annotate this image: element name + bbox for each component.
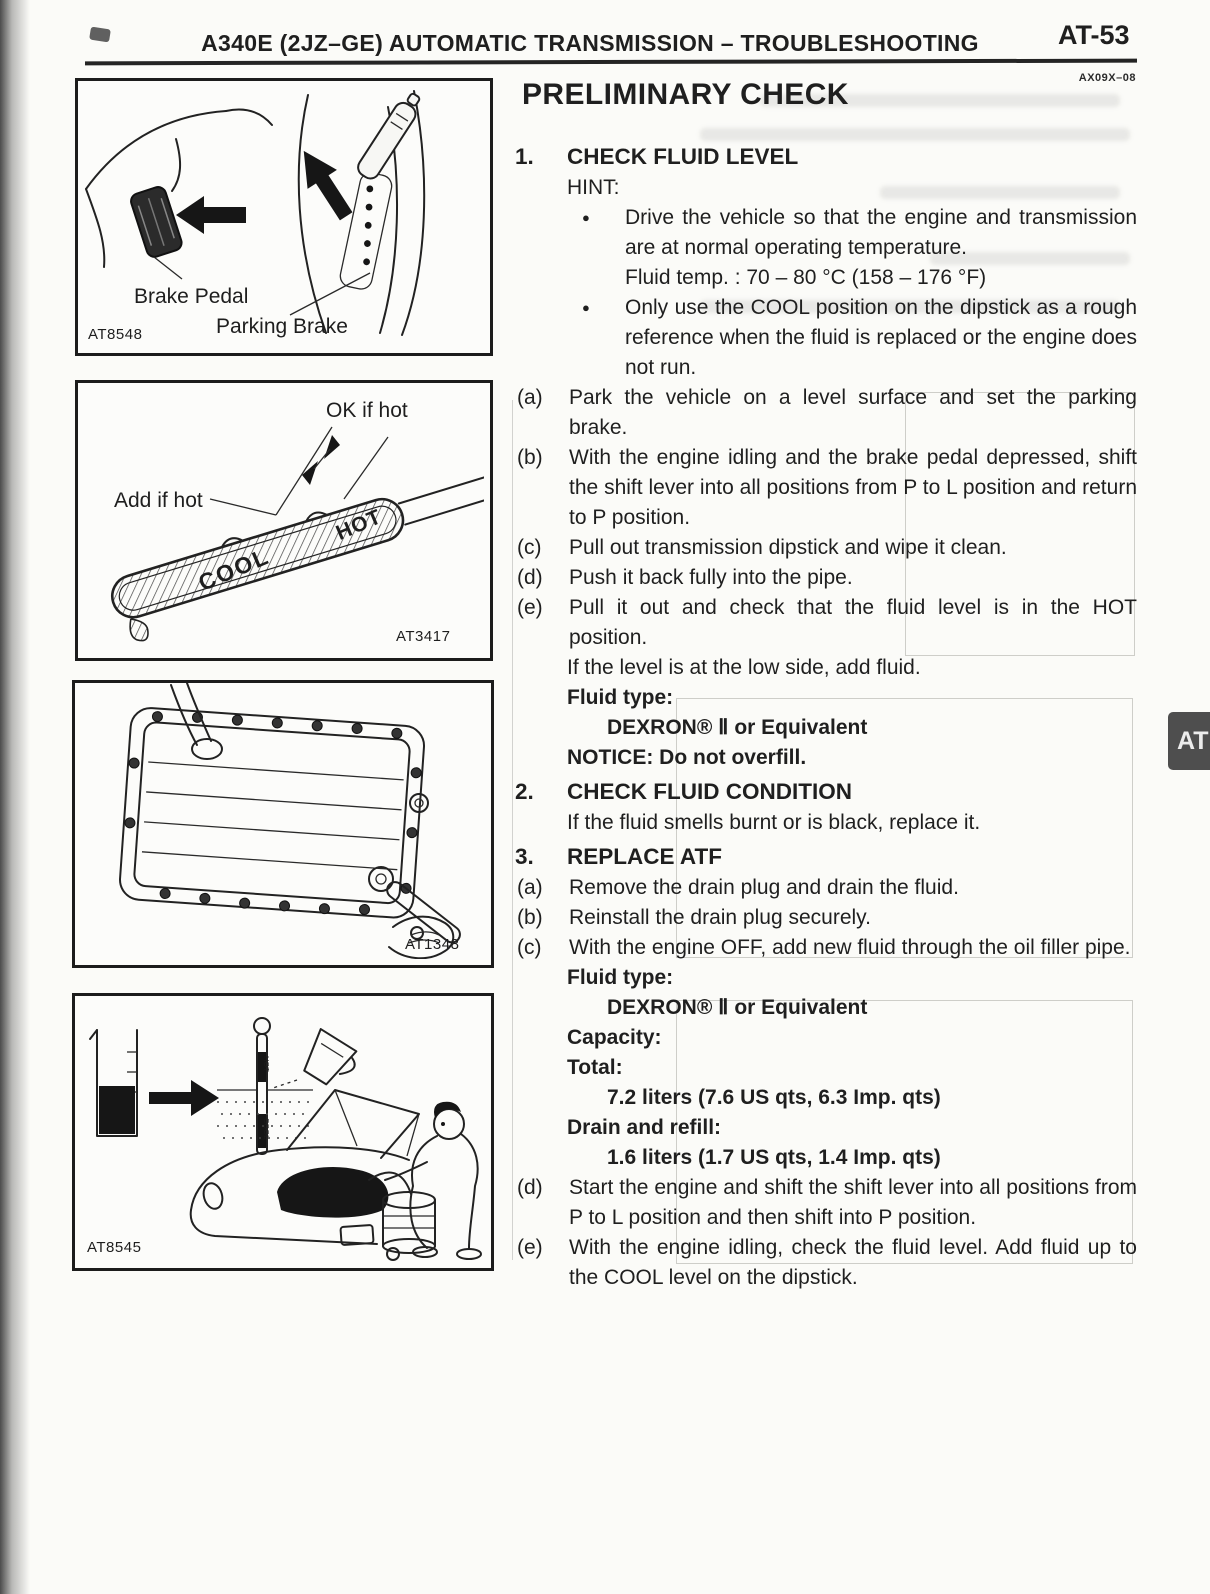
step-3e [515,1233,1137,1293]
step-1b [515,443,1137,533]
step-3b [515,903,1137,933]
capacity-label: Capacity: [567,1026,662,1049]
add-if-hot-label: Add if hot [114,489,203,512]
bullet-icon: ● [582,210,590,225]
figure-dipstick-level [75,380,493,661]
step-1d [515,563,1137,593]
notice-text: NOTICE: Do not overfill. [567,746,807,769]
step-1a [515,383,1137,443]
figure-refill-atf [72,993,494,1271]
step-label: (c) [517,936,542,959]
step-1e [515,593,1137,653]
section-number: 3. [515,844,534,869]
drain-refill-label: Drain and refill: [567,1116,722,1139]
step-label: (b) [517,906,543,929]
dipstick-hot-band: HOT [262,1056,271,1072]
bleedthrough-edge [512,400,513,1260]
step-text: With the engine idling and the brake pedal depressed, shift the shift lever into all positions from P to L position and return to P position. [569,446,1137,529]
total-label: Total: [567,1056,623,1079]
section-3-heading [515,841,1137,873]
doc-code: AX09X–08 [1078,72,1136,84]
figure-drain-oil-pan [72,680,494,968]
refill-illustration [75,996,485,1262]
fluid-type-value: DEXRON® Ⅱ or Equivalent [607,716,868,739]
section-number: 1. [515,144,534,169]
hint-bullet-1-temp [567,263,1137,293]
hint-bullet-2-text: Only use the COOL position on the dipstick as a rough reference when the fluid is replaced or the engine does not run. [625,296,1137,379]
dipstick-hot-mark: HOT [332,505,386,545]
figure-code: AT8545 [87,1239,142,1256]
step-3a [515,873,1137,903]
dipstick-cool-mark: COOL [194,542,274,596]
parking-brake-label: Parking Brake [216,315,348,338]
step-text: Push it back fully into the pipe. [569,566,853,589]
arrow-to-dipstick [149,1080,219,1116]
section-2-heading [515,776,1137,808]
section-title: CHECK FLUID CONDITION [567,779,852,804]
low-level-note: If the level is at the low side, add fluid. [567,656,921,679]
step-label: (a) [517,386,543,409]
bullet-icon: ● [582,300,590,315]
dipstick-cool-band: COOL [262,1118,271,1140]
dipstick-illustration [78,383,484,652]
step-text: Pull it out and check that the fluid level is in the HOT position. [569,596,1137,649]
step-label: (c) [517,536,542,559]
step-text: Pull out transmission dipstick and wipe it clean. [569,536,1007,559]
hint-bullet-1 [567,203,1137,263]
step-3d [515,1173,1137,1233]
hint-bullet-1-text: Drive the vehicle so that the engine and transmission are at normal operating temperature. [625,206,1137,259]
section-title: CHECK FLUID LEVEL [567,144,799,169]
section-1-heading [515,141,1137,173]
step-text: Start the engine and shift the shift lever into all positions from P to L position and then shift into P position. [569,1176,1137,1229]
step-text: Remove the drain plug and drain the fluid. [569,876,959,899]
step-label: (e) [517,596,543,619]
brake-pedal-label: Brake Pedal [134,285,249,308]
step-label: (b) [517,446,543,469]
step-text: With the engine OFF, add new fluid through the oil filler pipe. [569,936,1131,959]
engine-silhouette [277,1167,388,1218]
header-rule [85,59,1137,66]
fluid-temp-spec: Fluid temp. : 70 – 80 °C (158 – 176 °F) [625,266,987,289]
ok-if-hot-label: OK if hot [326,399,408,422]
page-title: PRELIMINARY CHECK [522,78,849,111]
hint-bullet-2 [567,293,1137,383]
scan-binding-shadow [0,0,30,1594]
hint-label: HINT: [567,176,620,199]
step-1c [515,533,1137,563]
step-label: (e) [517,1236,543,1259]
figure-code: AT3417 [396,628,451,645]
step-text: Reinstall the drain plug securely. [569,906,871,929]
section-2-body: If the fluid smells burnt or is black, replace it. [567,811,981,834]
mechanic-figure [385,1102,481,1259]
step-label: (d) [517,1176,543,1199]
section-number: 2. [515,779,534,804]
parking-brake-lever [355,89,426,181]
measuring-cup [297,1029,361,1092]
step-text: Park the vehicle on a level surface and set the parking brake. [569,386,1137,439]
arrow-to-brake-pedal [176,196,246,234]
figure-code: AT8548 [88,326,143,343]
step-text: With the engine idling, check the fluid level. Add fluid up to the COOL level on the dipstick. [569,1236,1137,1289]
bullet-spacer [567,263,625,293]
section-edge-tab [1168,712,1210,770]
fluid-type-value: DEXRON® Ⅱ or Equivalent [607,996,868,1019]
page-header-title: A340E (2JZ–GE) AUTOMATIC TRANSMISSION – TROUBLESHOOTING [201,30,979,56]
step-3c [515,933,1137,963]
step-label: (d) [517,566,543,589]
drain-refill-value: 1.6 liters (1.7 US qts, 1.4 Imp. qts) [607,1146,941,1169]
fluid-type-label: Fluid type: [567,966,674,989]
fluid-type-label: Fluid type: [567,686,674,709]
oil-pan-illustration [75,683,485,959]
step-label: (a) [517,876,543,899]
section-edge-tab-label: AT [1177,726,1209,755]
section-title: REPLACE ATF [567,844,722,869]
procedure-text-column [515,138,1137,1293]
figure-code: AT1348 [405,936,460,953]
brake-pedal-parking-brake-illustration [78,81,484,347]
page-number: AT-53 [1058,20,1130,50]
total-capacity-value: 7.2 liters (7.6 US qts, 6.3 Imp. qts) [607,1086,941,1109]
figure-brake-pedal-parking-brake [75,78,493,356]
